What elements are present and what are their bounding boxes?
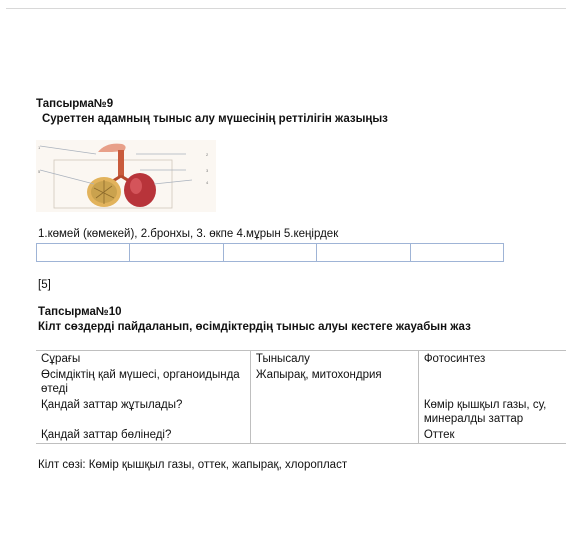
answer-box[interactable] bbox=[36, 244, 130, 261]
table-header-cell: Фотосинтез bbox=[418, 351, 566, 368]
svg-text:5: 5 bbox=[38, 169, 41, 174]
table-cell: Жапырақ, митохондрия bbox=[250, 367, 418, 397]
answer-box[interactable] bbox=[130, 244, 223, 261]
table-cell: Қандай заттар бөлінеді? bbox=[36, 427, 250, 444]
table-cell bbox=[250, 427, 418, 444]
task9-heading: Тапсырма№9 bbox=[36, 98, 114, 110]
table-row bbox=[36, 397, 566, 427]
task9-instruction: Суреттен адамның тыныс алу мүшесінің реттілігін жазыңыз bbox=[42, 113, 388, 125]
answer-boxes bbox=[36, 243, 504, 262]
answer-box[interactable] bbox=[224, 244, 317, 261]
respiratory-system-figure bbox=[36, 140, 216, 212]
svg-text:1: 1 bbox=[38, 145, 41, 150]
table-header-row bbox=[36, 351, 566, 368]
answer-box[interactable] bbox=[411, 244, 504, 261]
table-cell: Көмір қышқыл газы, су, минералды заттар bbox=[418, 397, 566, 427]
table-row bbox=[36, 367, 566, 397]
table-cell: Қандай заттар жұтылады? bbox=[41, 399, 183, 411]
table-cell bbox=[250, 397, 418, 427]
task9-marks: [5] bbox=[38, 279, 51, 291]
table-header-cell: Тынысалу bbox=[250, 351, 418, 368]
table-cell: Оттек bbox=[418, 427, 566, 444]
svg-text:2: 2 bbox=[206, 152, 209, 157]
table-cell: Өсімдіктің қай мүшесі, органоидында өтеді bbox=[41, 369, 240, 395]
svg-text:4: 4 bbox=[206, 180, 209, 185]
svg-text:3: 3 bbox=[206, 168, 209, 173]
respiration-table bbox=[36, 350, 566, 444]
table-header-cell: Сұрағы bbox=[36, 351, 250, 368]
top-rule bbox=[6, 8, 566, 9]
task10-heading: Тапсырма№10 bbox=[38, 306, 122, 318]
task10-instruction: Кілт сөздерді пайдаланып, өсімдіктердің тыныс алуы кестеге жауабын жаз bbox=[38, 321, 471, 333]
table-row bbox=[36, 427, 566, 444]
table-cell bbox=[418, 367, 566, 397]
answer-box[interactable] bbox=[317, 244, 410, 261]
task10-key-words: Кілт сөзі: Көмір қышқыл газы, оттек, жапырақ, хлоропласт bbox=[38, 459, 348, 471]
task9-word-bank: 1.көмей (көмекей), 2.бронхы, 3. өкпе 4.мұрын 5.кеңірдек bbox=[38, 228, 339, 240]
